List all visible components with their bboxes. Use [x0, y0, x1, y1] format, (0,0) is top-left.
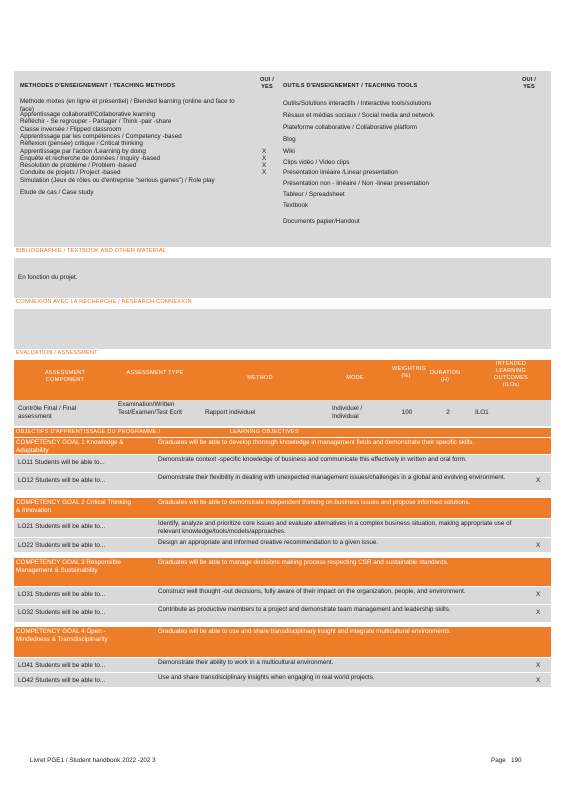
- tool-item: Présentation non - linéaire / Non -linear presentation: [283, 180, 429, 187]
- method-item: Méthode mixtes (en ligne et présentiel) / Blended learning (online and face to face): [20, 98, 235, 113]
- research-box: [14, 309, 551, 349]
- competency-goal-title: COMPETENCY GOAL 2 Critical Thinking & Innovation: [16, 499, 132, 514]
- learning-outcome-check: X: [536, 542, 541, 549]
- competency-goal-title: COMPETENCY GOAL 4 Open -Mindedness & Transdisciplinarity: [16, 628, 108, 643]
- learning-outcome-text: Demonstrate their flexibility in dealing with unexpected management issues/challenges in a global and evolving environment.: [158, 474, 506, 481]
- learning-outcome-code: LO31 Students will be able to...: [18, 591, 106, 598]
- bibliography-box: [14, 258, 551, 298]
- eval-col-method: METHOD: [247, 375, 273, 381]
- research-title: CONNEXION AVEC LA RECHERCHE / RESEARCH CONNEXION: [16, 299, 192, 305]
- learning-outcome-text: Construct well thought -out decisions, fully aware of their impact on the organization, people, and environment.: [158, 588, 466, 595]
- eval-row-method: Rapport individuel: [205, 409, 256, 416]
- competency-goal-desc: Graduates will be able to use and share transdisciplinary insight and integrate multicultural environments.: [158, 628, 451, 635]
- learning-outcome-code: LO41 Students will be able to...: [18, 662, 106, 669]
- learning-outcome-text: Use and share transdisciplinary insights when engaging in real world projects.: [158, 674, 375, 681]
- tool-item: Outils/Solutions interactifs / Interactive tools/solutions: [283, 100, 432, 107]
- eval-row-ilos: ILO1: [475, 409, 489, 416]
- learning-outcome-code: LO22 Students will be able to...: [18, 542, 106, 549]
- tool-item: Textbook: [283, 202, 309, 209]
- method-check: X: [262, 147, 267, 155]
- eval-col-duration: DURATION (H): [430, 370, 461, 383]
- tool-item: Blog: [283, 136, 296, 143]
- eval-row-component: Contrôle Final / Final assessment: [18, 405, 77, 420]
- learning-outcome-check: X: [536, 591, 541, 598]
- learning-outcome-check: X: [536, 477, 541, 484]
- learning-outcome-check: X: [536, 662, 541, 669]
- tool-item: Résaux et médias sociaux / Social media and network: [283, 112, 434, 119]
- evaluation-title: EVALUATION / ASSESSMENT: [16, 350, 98, 356]
- methods-oui-yes: OUI / YES: [259, 77, 275, 90]
- learning-outcome-code: LO32 Students will be able to...: [18, 609, 106, 616]
- learning-outcome-code: LO12 Students will be able to...: [18, 477, 106, 484]
- method-item: Réflexion (pensée) critique / Critical thinking: [20, 140, 143, 148]
- tools-oui-yes: OUI / YES: [521, 77, 537, 90]
- method-check: X: [262, 162, 267, 170]
- eval-col-weight: WEIGHTING (%): [392, 366, 427, 379]
- eval-col-type: ASSESSMENT TYPE: [126, 370, 184, 376]
- learning-outcome-text: Demonstrate context -specific knowledge of business and communicate this effectively in written and oral form.: [158, 456, 467, 463]
- method-item: Réfléchir - Se regrouper - Partager / Think -pair -share: [20, 118, 172, 126]
- learning-outcome-text: Contribute as productive members to a project and demonstrate team management and leadership skills.: [158, 606, 451, 613]
- method-item: Simulation (Jeux de rôles ou d'entreprise "serious games") / Role play: [20, 176, 215, 184]
- method-item: Enquête et recherche de données / Inquiry -based: [20, 154, 161, 162]
- competency-goal-desc: Graduates will be able to manage decisions making process respecting CSR and sustainable standards.: [158, 559, 449, 566]
- method-item: Apprentissage par l'action /Learning by doing: [20, 147, 146, 155]
- method-item: Résolution de problème / Problem -based: [20, 162, 137, 170]
- competency-goal-desc: Graduates will be able to demonstrate independent thinking on business issues and propose informed solutions.: [158, 499, 471, 506]
- eval-row-type: Examination/Written Test/Examen/Test Ecrit: [118, 401, 183, 416]
- method-check: X: [262, 169, 267, 177]
- objectives-header-right: LEARNING OBJECTIVES: [230, 429, 299, 435]
- eval-row-weight: 100: [401, 409, 413, 416]
- learning-outcome-text: Demonstrate their ability to work in a multicultural environment.: [158, 659, 334, 666]
- competency-goal-desc: Graduates will be able to develop thorough knowledge in management fields and demonstrate their specific skills.: [158, 439, 475, 446]
- tool-item: Tableur / Spreadsheet: [283, 191, 345, 198]
- footer-page-number: 190: [511, 757, 522, 764]
- tool-item: Plateforme collaborative / Collaborative platform: [283, 124, 418, 131]
- eval-row-mode: Individuel / Individual: [332, 405, 363, 420]
- competency-goal-title: COMPETENCY GOAL 1 Knowledge & Adaptability: [16, 439, 124, 454]
- footer-page-label: Page: [491, 757, 506, 764]
- method-item: Apprentissage collaboratif/Collaborative learning: [20, 111, 156, 118]
- method-item: Conduite de projets / Project -based: [20, 169, 121, 177]
- learning-outcome-code: LO21 Students will be able to...: [18, 523, 106, 530]
- bibliography-body: En fonction du projet.: [18, 274, 78, 281]
- learning-outcome-text: Identify, analyze and prioritize core issues and evaluate alternatives in a complex business situation, making appropriate use of relevant knowledge/tools/models/approaches.: [158, 520, 512, 535]
- competency-goal-title: COMPETENCY GOAL 3 Responsible Management & Sustainability: [16, 559, 121, 574]
- method-item: Classe inversée / Flipped classroom: [20, 125, 122, 133]
- tool-item: Présentation linéaire /Linear presentation: [283, 169, 398, 176]
- objectives-header-left: OBJECTIFS D'APPRENTISSAGE DU PROGRAMME /: [16, 429, 161, 435]
- methods-header: METHODES D'ENSEIGNEMENT / TEACHING METHODS: [20, 83, 176, 89]
- tool-item: Documents papier/Handout: [283, 218, 360, 225]
- method-item: Apprentissage par les compétences / Competency -based: [20, 132, 182, 140]
- learning-outcome-code: LO11 Students will be able to...: [18, 459, 105, 466]
- method-item: Etude de cas / Case study: [20, 189, 94, 197]
- eval-row-duration: 2: [446, 409, 450, 416]
- learning-outcome-text: Design an appropriate and informed creative recommendation to a given issue.: [158, 539, 379, 546]
- learning-outcome-code: LO42 Students will be able to...: [18, 677, 106, 684]
- footer-left: Livret PGE1 / Student handbook 2022 -202 3: [30, 757, 156, 764]
- tool-item: Clips vidéo / Video clips: [283, 159, 350, 166]
- method-check: X: [262, 154, 267, 162]
- learning-outcome-check: X: [536, 677, 541, 684]
- eval-col-component: ASSESSMENT COMPONENT: [44, 370, 86, 383]
- tool-item: Wiki: [283, 148, 295, 155]
- learning-outcome-check: X: [536, 609, 541, 616]
- bibliography-title: BIBLIOGRAPHIE / TEXTBOOK AND OTHER MATERIAL: [16, 248, 167, 254]
- eval-col-ilos: INTENDED LEARNING OUTCOMES (ILOs): [494, 361, 528, 388]
- tools-header: OUTILS D'ENSEIGNEMENT / TEACHING TOOLS: [283, 83, 418, 89]
- eval-col-mode: MODE: [346, 375, 364, 381]
